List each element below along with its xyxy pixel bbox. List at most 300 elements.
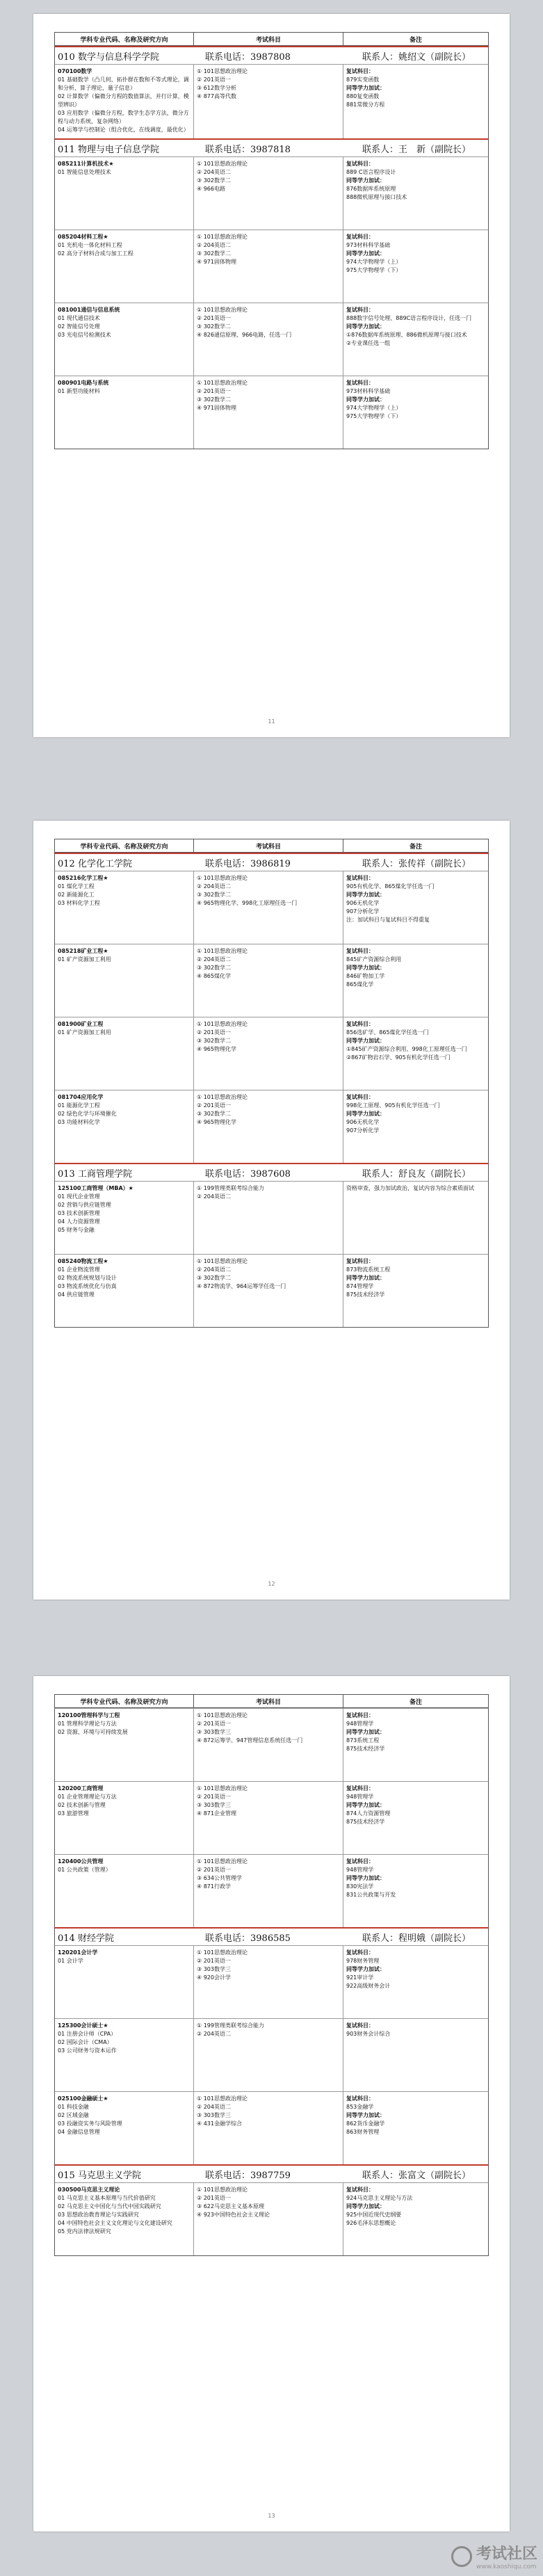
note-item: 907分析化学	[346, 1127, 380, 1134]
research-direction: 02 新能源化工	[58, 892, 95, 898]
note-cell	[343, 303, 488, 376]
note-item: 874人力资源管理	[346, 1810, 391, 1817]
college-contact: 联系人：姚绍文（副院长）	[362, 51, 471, 63]
note-item: 879实变函数	[346, 77, 380, 83]
note-cell	[343, 1090, 488, 1163]
major-cell	[55, 871, 194, 944]
major-title: 070100数学	[58, 68, 92, 74]
note-cell	[343, 944, 488, 1017]
research-direction: 03 公司财务与资本运作	[58, 2047, 117, 2054]
research-direction: 01 智能信息处理技术	[58, 169, 111, 175]
exam-subject: ② 201英语一	[197, 1958, 231, 1964]
note-item: 830宪法学	[346, 1883, 374, 1890]
college-name: 011 物理与电子信息学院	[58, 144, 159, 155]
exam-subject: ④ 966电路	[197, 186, 225, 192]
exam-cell	[194, 157, 343, 230]
page-content	[54, 1694, 489, 2256]
research-direction: 01 新型功能材料	[58, 388, 100, 394]
major-row	[54, 156, 489, 230]
research-direction: 01 企业管理理论与方法	[58, 1794, 117, 1800]
note-cell	[343, 376, 488, 449]
header-major: 学科专业代码、名称及研究方向	[55, 1695, 194, 1707]
research-direction: 01 马克思主义基本原理与当代价值研究	[58, 2195, 156, 2201]
note-cell	[343, 1946, 488, 2018]
college-phone: 联系电话：3987759	[205, 2170, 291, 2181]
major-row	[54, 871, 489, 944]
note-item: 874管理学	[346, 1283, 374, 1289]
note-cell	[343, 1182, 488, 1254]
major-title: 125300会计硕士★	[58, 2022, 108, 2029]
header-note: 备注	[409, 36, 422, 44]
exam-subject: ② 201英语一	[197, 1721, 231, 1727]
college-name: 013 工商管理学院	[58, 1168, 132, 1180]
major-row	[54, 1181, 489, 1254]
research-direction: 03 物流系统优化与仿真	[58, 1283, 117, 1289]
major-row	[54, 1254, 489, 1327]
exam-subject: ③ 303数学三	[197, 1729, 231, 1735]
major-title: 085216化学工程★	[58, 875, 108, 881]
college-header	[54, 46, 489, 64]
research-direction: 01 科技金融	[58, 2104, 89, 2110]
research-direction: 01 现代企业管理	[58, 1193, 100, 1200]
major-title: 120200工商管理	[58, 1785, 104, 1792]
major-title: 081001通信与信息系统	[58, 307, 120, 313]
note-item: 906无机化学	[346, 1119, 380, 1125]
note-item: 888数字信号处理、889C语言程序设计，任选一门	[346, 315, 472, 321]
note-item: 903财务会计综合	[346, 2031, 391, 2037]
exam-subject: ① 101思想政治理论	[197, 1858, 248, 1865]
exam-subject: ③ 302数学二	[197, 250, 231, 257]
major-cell	[55, 1090, 194, 1163]
note-cell	[343, 157, 488, 230]
note-item: 853金融学	[346, 2104, 374, 2110]
exam-subject: ① 101思想政治理论	[197, 1258, 248, 1264]
research-direction: 04 中国特色社会主义文化理论与文化建设研究	[58, 2220, 172, 2226]
note-heading: 复试科目：	[346, 307, 374, 313]
exam-subject: ③ 302数学二	[197, 1038, 231, 1044]
research-direction: 03 光电信号检测技术	[58, 332, 111, 338]
exam-cell	[194, 2019, 343, 2091]
research-direction: 02 计算数学（偏微分方程的数值算法，并行计算，模型辨识）	[58, 93, 189, 108]
major-cell	[55, 2092, 194, 2164]
research-direction: 02 物流系统规划与设计	[58, 1275, 117, 1281]
page	[33, 14, 510, 737]
exam-subject: ① 101思想政治理论	[197, 68, 248, 74]
research-direction: 02 营销与供应链管理	[58, 1202, 111, 1208]
exam-subject: ① 101思想政治理论	[197, 380, 248, 386]
exam-subject: ④ 431金融学综合	[197, 2120, 242, 2127]
major-cell	[55, 1017, 194, 1090]
major-title: 081704应用化学	[58, 1094, 104, 1100]
major-row	[54, 1708, 489, 1781]
note-heading: 同等学力加试：	[346, 2203, 385, 2209]
major-cell	[55, 1709, 194, 1781]
note-item: 846矿物加工学	[346, 973, 385, 979]
research-direction: 01 光机电一体化材料工程	[58, 242, 122, 248]
watermark-logo-icon	[451, 2546, 472, 2567]
exam-subject: ③ 303数学三	[197, 1802, 231, 1808]
note-heading: 复试科目：	[346, 1021, 374, 1027]
research-direction: 02 智能信号处理	[58, 323, 100, 330]
note-item: 881常微分方程	[346, 102, 385, 108]
exam-subject: ③ 302数学二	[197, 965, 231, 971]
note-item: 873系统工程	[346, 1737, 380, 1744]
research-direction: 01 企业物流管理	[58, 1266, 100, 1273]
college-contact: 联系人：张传祥（副院长）	[362, 858, 471, 869]
watermark-brand: 考试社区	[476, 2545, 537, 2563]
major-title: 085218矿业工程★	[58, 948, 108, 954]
research-direction: 01 会计学	[58, 1958, 83, 1964]
exam-subject: ② 201英语一	[197, 1867, 231, 1873]
exam-subject: ④ 920会计学	[197, 1974, 231, 1981]
major-title: 120400公共管理	[58, 1858, 104, 1865]
research-direction: 01 矿产资源加工利用	[58, 956, 111, 963]
exam-subject: ④ 971固体物理	[197, 405, 236, 411]
exam-cell	[194, 871, 343, 944]
exam-subject: ② 204英语二	[197, 169, 231, 175]
note-heading: 复试科目：	[346, 1858, 374, 1865]
exam-subject: ② 201英语一	[197, 1102, 231, 1109]
note-item: 863财务管理	[346, 2129, 380, 2135]
college-phone: 联系电话：3987818	[205, 144, 291, 155]
note-heading: 同等学力加试：	[346, 177, 385, 184]
exam-subject: ② 204英语二	[197, 1193, 231, 1200]
research-direction: 02 马克思主义中国化与当代中国实践研究	[58, 2203, 161, 2209]
exam-subject: ④ 871行政学	[197, 1883, 231, 1890]
exam-subject: ④ 965物理化学	[197, 1046, 236, 1052]
exam-subject: ③ 622马克思主义基本原理	[197, 2203, 264, 2209]
exam-cell	[194, 303, 343, 376]
college-name: 010 数学与信息科学学院	[58, 51, 159, 63]
exam-subject: ④ 871企业管理	[197, 1810, 236, 1817]
major-cell	[55, 1782, 194, 1854]
page	[33, 821, 510, 1600]
note-item: 921审计学	[346, 1974, 374, 1981]
exam-subject: ② 204英语二	[197, 2104, 231, 2110]
note-heading: 复试科目：	[346, 2187, 374, 2193]
college-name: 015 马克思主义学院	[58, 2170, 141, 2181]
exam-subject: ④ 872物流学、964运筹学任选一门	[197, 1283, 286, 1289]
exam-cell	[194, 1855, 343, 1927]
note-item: 974大学物理学（上）	[346, 259, 402, 265]
exam-subject: ② 204英语二	[197, 883, 231, 889]
note-cell	[343, 1782, 488, 1854]
note-heading: 同等学力加试：	[346, 892, 385, 898]
research-direction: 05 党内法律法规研究	[58, 2228, 111, 2235]
note-heading: 复试科目：	[346, 1258, 374, 1264]
exam-subject: ④ 923中国特色社会主义理论	[197, 2212, 270, 2218]
header-exam: 考试科目	[194, 33, 343, 45]
exam-subject: ④ 965物理化学	[197, 1119, 236, 1125]
major-title: 120201会计学	[58, 1949, 98, 1956]
major-row	[54, 1781, 489, 1854]
major-cell	[55, 157, 194, 230]
note-item: 875技术经济学	[346, 1819, 385, 1825]
note-cell	[343, 1855, 488, 1927]
research-direction: 02 技术创新与管理	[58, 1802, 106, 1808]
note-item: 875技术经济学	[346, 1291, 385, 1298]
exam-subject: ② 201英语一	[197, 77, 231, 83]
college-contact: 联系人：舒良友（副院长）	[362, 1168, 471, 1180]
exam-cell	[194, 1017, 343, 1090]
note-item: 948管理学	[346, 1721, 374, 1727]
note-heading: 同等学力加试：	[346, 1729, 385, 1735]
note-item: 925中国近现代史纲要	[346, 2212, 402, 2218]
header-exam: 考试科目	[194, 839, 343, 852]
exam-subject: ① 101思想政治理论	[197, 2187, 248, 2193]
exam-subject: ① 199管理类联考综合能力	[197, 2022, 264, 2029]
exam-cell	[194, 2092, 343, 2164]
research-direction: 04 运筹学与控制论（组合优化，在线调度，最优化）	[58, 127, 189, 133]
note-heading: 同等学力加试：	[346, 1875, 385, 1881]
exam-cell	[194, 1255, 343, 1327]
major-cell	[55, 2183, 194, 2255]
college-name: 014 财经学院	[58, 1933, 114, 1944]
page-number: 12	[268, 1581, 275, 1587]
header-major: 学科专业代码、名称及研究方向	[55, 839, 194, 852]
exam-subject: ③ 303数学三	[197, 1966, 231, 1972]
note-cell	[343, 2183, 488, 2255]
note-heading: 同等学力加试：	[346, 323, 385, 330]
column-header	[54, 839, 489, 853]
note-cell	[343, 65, 488, 138]
college-phone: 联系电话：3986819	[205, 858, 291, 869]
exam-subject: ③ 303数学三	[197, 2112, 231, 2118]
exam-subject: ④ 865煤化学	[197, 973, 231, 979]
exam-subject: ① 101思想政治理论	[197, 161, 248, 167]
exam-subject: ① 101思想政治理论	[197, 1094, 248, 1100]
note-heading: 复试科目：	[346, 1712, 374, 1718]
exam-subject: ① 101思想政治理论	[197, 2095, 248, 2102]
note-item: 875技术经济学	[346, 1746, 385, 1752]
exam-subject: ③ 302数学二	[197, 177, 231, 184]
college-header	[54, 1163, 489, 1181]
research-direction: 01 矿产资源加工利用	[58, 1029, 111, 1036]
exam-subject: ③ 634公共管理学	[197, 1875, 242, 1881]
note-item: 998化工原理、905有机化学任选一门	[346, 1102, 440, 1109]
major-title: 085240物流工程★	[58, 1258, 108, 1264]
research-direction: 02 区域金融	[58, 2112, 89, 2118]
major-row	[54, 1854, 489, 1927]
note-item: 845矿产资源综合利用	[346, 956, 402, 963]
note-heading: 复试科目：	[346, 234, 374, 240]
major-cell	[55, 230, 194, 303]
note-item: 973材料科学基础	[346, 388, 391, 394]
note-cell	[343, 871, 488, 944]
research-direction: 04 供应链管理	[58, 1291, 95, 1298]
note-heading: 复试科目：	[346, 1949, 374, 1956]
exam-subject: ④ 877高等代数	[197, 93, 236, 99]
major-title: 081900矿业工程	[58, 1021, 104, 1027]
research-direction: 01 能源化学工程	[58, 1102, 100, 1109]
college-phone: 联系电话：3987808	[205, 51, 291, 63]
major-title: 120100管理科学与工程	[58, 1712, 120, 1718]
research-direction: 01 现代通信技术	[58, 315, 100, 321]
note-item: 978财务管理	[346, 1958, 380, 1964]
exam-subject: ② 204英语二	[197, 2031, 231, 2037]
exam-cell	[194, 1946, 343, 2018]
research-direction: 03 应用数学（偏微分方程，数学生态学方法，微分方程与动力系统，复杂网络）	[58, 110, 189, 124]
page	[33, 1676, 510, 2531]
major-cell	[55, 1255, 194, 1327]
watermark-url: www.kaoshiqu.com	[476, 2563, 537, 2570]
college-header	[54, 2164, 489, 2182]
note-heading: 复试科目：	[346, 948, 374, 954]
header-exam: 考试科目	[194, 1695, 343, 1707]
exam-subject: ② 204英语二	[197, 956, 231, 963]
note-cell	[343, 1709, 488, 1781]
major-row	[54, 230, 489, 303]
major-row	[54, 303, 489, 376]
exam-cell	[194, 1782, 343, 1854]
note-item: 876数据库系统原理	[346, 186, 396, 192]
table-bottom-rule	[54, 2255, 489, 2256]
exam-cell	[194, 1182, 343, 1254]
exam-subject: ① 101思想政治理论	[197, 1949, 248, 1956]
note-item: 888微机原理与接口技术	[346, 194, 407, 200]
note-heading: 同等学力加试：	[346, 1111, 385, 1117]
exam-cell	[194, 2183, 343, 2255]
exam-subject: ④ 965物理化学、998化工原理任选一门	[197, 900, 298, 906]
note-item: 906无机化学	[346, 900, 380, 906]
exam-subject: ② 201英语一	[197, 1029, 231, 1036]
college-header	[54, 138, 489, 156]
exam-subject: ① 101思想政治理论	[197, 1785, 248, 1792]
header-note: 备注	[409, 1698, 422, 1706]
major-cell	[55, 1946, 194, 2018]
column-header	[54, 32, 489, 46]
college-phone: 联系电话：3987608	[205, 1168, 291, 1180]
exam-cell	[194, 944, 343, 1017]
note-heading: 复试科目：	[346, 875, 374, 881]
note-heading: 同等学力加试：	[346, 2112, 385, 2118]
major-title: 085211计算机技术★	[58, 161, 114, 167]
major-title: 080901电路与系统	[58, 380, 109, 386]
note-heading: 复试科目：	[346, 380, 374, 386]
research-direction: 05 财务与金融	[58, 1227, 95, 1233]
note-item: 880复变函数	[346, 93, 380, 99]
major-row	[54, 1090, 489, 1163]
research-direction: 03 材料化学工程	[58, 900, 100, 906]
note-item: 948管理学	[346, 1794, 374, 1800]
exam-subject: ① 199管理类联考综合能力	[197, 1185, 264, 1191]
major-cell	[55, 2019, 194, 2091]
exam-subject: ③ 302数学二	[197, 396, 231, 403]
note-item: 924马克思主义理论与方法	[346, 2195, 413, 2201]
page-number: 11	[268, 718, 275, 725]
note-heading: 同等学力加试：	[346, 396, 385, 403]
major-row	[54, 2018, 489, 2091]
exam-subject: ③ 302数学二	[197, 892, 231, 898]
page-content	[54, 32, 489, 449]
note-cell	[343, 1255, 488, 1327]
page-number: 13	[268, 2513, 275, 2519]
note-heading: 复试科目：	[346, 161, 374, 167]
exam-subject: ② 201英语一	[197, 388, 231, 394]
major-cell	[55, 65, 194, 138]
note-item: 922高级财务会计	[346, 1983, 391, 1989]
major-row	[54, 1017, 489, 1090]
header-note: 备注	[409, 843, 422, 851]
note-cell	[343, 230, 488, 303]
exam-cell	[194, 230, 343, 303]
watermark	[451, 2542, 537, 2570]
note-item: ②867矿物岩石学、905有机化学任选一门	[346, 1054, 451, 1061]
major-title: 030500马克思主义理论	[58, 2187, 120, 2193]
exam-subject: ④ 872运筹学、947管理信息系统任选一门	[197, 1737, 303, 1744]
page-content	[54, 839, 489, 1328]
note-heading: 同等学力加试：	[346, 250, 385, 257]
exam-subject: ① 101思想政治理论	[197, 875, 248, 881]
exam-subject: ④ 826通信原理、966电路，任选一门	[197, 332, 292, 338]
note-heading: 复试科目：	[346, 2095, 374, 2102]
note-item: 973材料科学基础	[346, 242, 391, 248]
exam-cell	[194, 1090, 343, 1163]
note-item: 873物流系统工程	[346, 1266, 391, 1273]
research-direction: 04 人力资源管理	[58, 1218, 100, 1225]
research-direction: 01 煤化学工程	[58, 883, 95, 889]
exam-subject: ③ 302数学二	[197, 1275, 231, 1281]
research-direction: 02 国际会计（CMA）	[58, 2039, 113, 2045]
major-cell	[55, 303, 194, 376]
exam-subject: ① 101思想政治理论	[197, 307, 248, 313]
note-item: 856选矿学、865煤化学任选一门	[346, 1029, 429, 1036]
note-item: 865煤化学	[346, 981, 374, 988]
exam-subject: ② 201英语一	[197, 315, 231, 321]
note-cell	[343, 2092, 488, 2164]
research-direction: 02 高分子材料合成与加工工程	[58, 250, 133, 257]
note-item: 948管理学	[346, 1867, 374, 1873]
research-direction: 03 投融资实务与风险管理	[58, 2120, 122, 2127]
exam-cell	[194, 1709, 343, 1781]
note-item: 975大学物理学（下）	[346, 413, 402, 419]
note-cell	[343, 1017, 488, 1090]
research-direction: 01 注册会计师（CPA）	[58, 2031, 117, 2037]
major-title: 085204材料工程★	[58, 234, 108, 240]
note-item: ①845矿产资源综合利用、998化工原理任选一门	[346, 1046, 467, 1052]
note-item: 926毛泽东思想概论	[346, 2220, 396, 2226]
note-heading: 同等学力加试：	[346, 965, 385, 971]
note-item: 889 C语言程序设计	[346, 169, 396, 175]
exam-subject: ① 101思想政治理论	[197, 1021, 248, 1027]
exam-subject: ① 101思想政治理论	[197, 1712, 248, 1718]
column-header	[54, 1694, 489, 1708]
college-header	[54, 853, 489, 871]
note-item: 907分析化学	[346, 908, 380, 915]
major-row	[54, 2182, 489, 2255]
note-item: ②专业课任选一组	[346, 340, 391, 346]
exam-subject: ① 101思想政治理论	[197, 234, 248, 240]
research-direction: 01 公共政策（管理）	[58, 1867, 111, 1873]
note-heading: 同等学力加试：	[346, 1966, 385, 1972]
exam-cell	[194, 65, 343, 138]
major-row	[54, 64, 489, 138]
note-item: 975大学物理学（下）	[346, 267, 402, 273]
major-row	[54, 2091, 489, 2164]
major-cell	[55, 376, 194, 449]
exam-subject: ② 204英语二	[197, 242, 231, 248]
research-direction: 01 基础数学（凸几何，拓扑群在数和不等式理论，调和分析，算子理论，量子信息）	[58, 77, 189, 91]
research-direction: 02 绿色化学与环境催化	[58, 1111, 117, 1117]
note-item: ①876数据库系统原理、886微机原理与接口技术	[346, 332, 467, 338]
college-contact: 联系人：王 新（副院长）	[362, 144, 471, 155]
research-direction: 03 功能材料化学	[58, 1119, 100, 1125]
table-bottom-rule	[54, 1327, 489, 1328]
research-direction: 02 资源、环境与可持续发展	[58, 1729, 128, 1735]
exam-subject: ③ 302数学二	[197, 323, 231, 330]
college-header	[54, 1927, 489, 1945]
exam-subject: ③ 612数学分析	[197, 85, 236, 91]
